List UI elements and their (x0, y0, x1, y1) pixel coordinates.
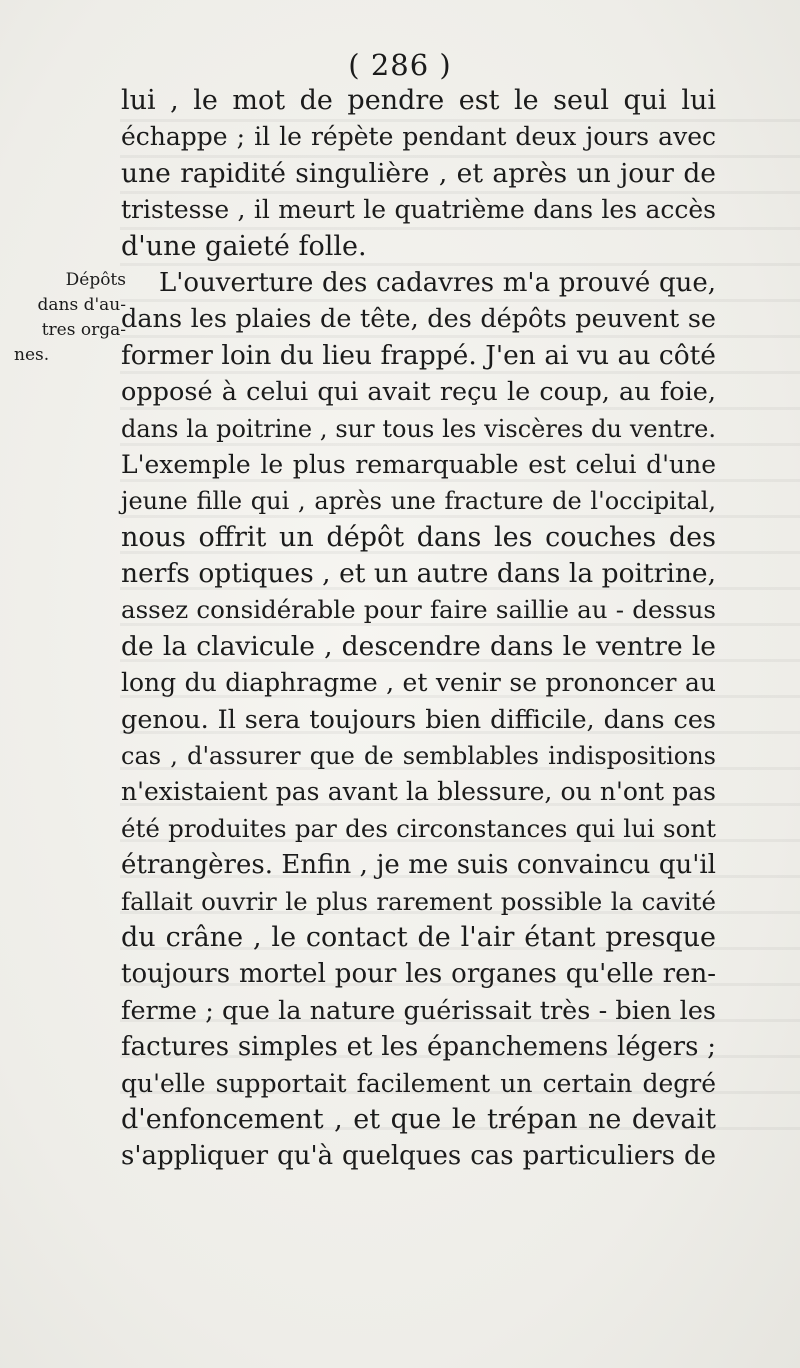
page-number: ( 286 ) (348, 48, 452, 82)
text-line: fallait ouvrir le plus rarement possible la cavité (121, 886, 716, 916)
text-line: lui , le mot de pendre est le seul qui lui (121, 85, 716, 116)
text-line: nerfs optiques , et un autre dans la poitrine, (121, 558, 716, 590)
text-line: ferme ; que la nature guérissait très - bien les (121, 995, 716, 1026)
body-text (121, 83, 716, 1175)
text-line: L'ouverture des cadavres m'a prouvé que, (159, 267, 716, 298)
text-line: toujours mortel pour les organes qu'elle ren- (121, 959, 716, 990)
text-line: échappe ; il le répète pendant deux jours avec (121, 122, 716, 152)
text-line: tristesse , il meurt le quatrième dans les accès (121, 195, 716, 225)
text-line: L'exemple le plus remarquable est celui d'une (121, 449, 716, 479)
text-line: d'une gaieté folle. (121, 230, 367, 262)
text-line: assez considérable pour faire saillie au - dessus (121, 595, 716, 625)
text-line: factures simples et les épanchemens légers ; (121, 1032, 716, 1063)
margin-note (14, 268, 126, 368)
text-line: cas , d'assurer que de semblables indispositions (121, 742, 716, 771)
text-line: d'enfoncement , et que le trépan ne devait (121, 1103, 716, 1135)
text-line: former loin du lieu frappé. J'en ai vu au côté (121, 339, 716, 371)
text-line: une rapidité singulière , et après un jour de (121, 157, 716, 189)
margin-note-line: nes. (14, 345, 50, 365)
text-line: opposé à celui qui avait reçu le coup, au foie, (121, 377, 716, 408)
margin-note-line: dans d'au- (37, 295, 126, 315)
paragraph (121, 265, 716, 1175)
text-line: n'existaient pas avant la blessure, ou n'ont pas (121, 777, 716, 807)
text-line: qu'elle supportait facilement un certain degré (121, 1068, 716, 1098)
margin-note-line: tres orga- (41, 320, 126, 340)
text-line: du crâne , le contact de l'air étant presque (121, 921, 716, 953)
paragraph (121, 83, 716, 265)
text-line: de la clavicule , descendre dans le ventre le (121, 630, 716, 662)
margin-note-line: Dépôts (65, 270, 126, 290)
text-line: nous offrit un dépôt dans les couches des (121, 521, 716, 553)
text-line: jeune fille qui , après une fracture de l'occipital, (121, 487, 716, 516)
text-line: été produites par des circonstances qui lui sont (121, 813, 716, 843)
text-line: dans la poitrine , sur tous les viscères du ventre. (121, 414, 716, 443)
text-line: long du diaphragme , et venir se prononcer au (121, 668, 716, 698)
text-line: genou. Il sera toujours bien difficile, dans ces (121, 704, 716, 735)
text-line: s'appliquer qu'à quelques cas particuliers de (121, 1141, 716, 1172)
text-line: étrangères. Enfin , je me suis convaincu qu'il (121, 850, 716, 881)
text-line: dans les plaies de tête, des dépôts peuvent se (121, 304, 716, 335)
